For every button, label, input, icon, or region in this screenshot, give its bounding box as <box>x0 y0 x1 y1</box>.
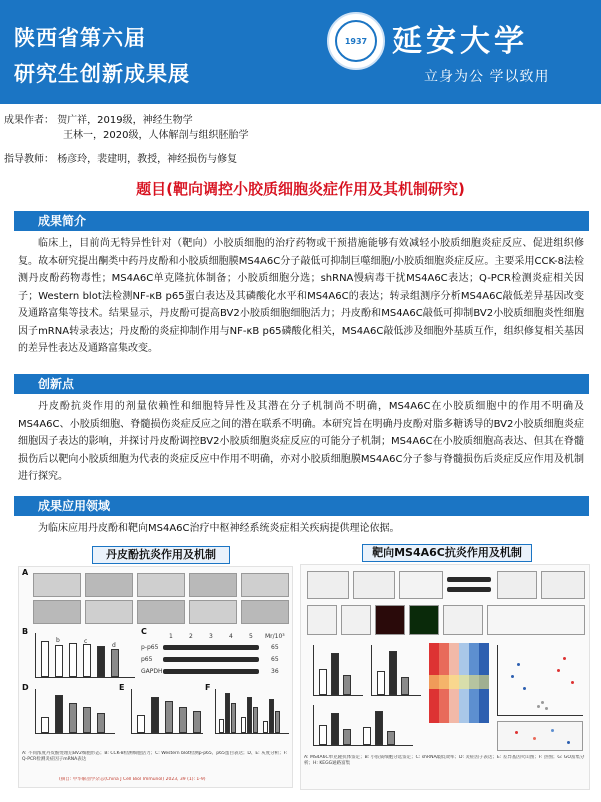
bar <box>241 717 246 733</box>
y-axis <box>215 689 216 733</box>
chart-panel <box>353 571 395 599</box>
y-axis <box>313 705 314 745</box>
bar <box>269 699 274 733</box>
bar <box>275 711 280 733</box>
lane-number: 4 <box>229 633 233 640</box>
innovation-heading: 创新点 <box>14 374 589 394</box>
y-axis <box>371 645 372 695</box>
lane-number: 2 <box>189 633 193 640</box>
x-axis <box>215 733 289 734</box>
x-axis <box>497 715 583 716</box>
y-axis <box>131 689 132 733</box>
bar <box>83 707 91 733</box>
advisor-label: 指导教师： <box>4 154 54 165</box>
micrograph <box>33 600 81 624</box>
data-point <box>517 663 520 666</box>
micrograph <box>85 600 133 624</box>
panel-letter-a: A <box>22 568 29 577</box>
blot-mw: 65 <box>271 656 279 663</box>
blot-band <box>163 669 259 674</box>
page-title: 题目(靶向调控小胶质细胞炎症作用及其机制研究) <box>136 180 465 198</box>
bar <box>219 719 224 733</box>
application-text: 为临床应用丹皮酚和靶向MS4A6C治疗中枢神经系统炎症相关疾病提供理论依据。 <box>38 523 400 534</box>
chart-panel <box>307 571 349 599</box>
bar <box>225 693 230 733</box>
heatmap-band <box>429 675 489 689</box>
bar <box>97 646 105 677</box>
blot-label: GAPDH <box>141 668 163 675</box>
bar <box>69 703 77 733</box>
data-point <box>551 729 554 732</box>
university-motto: 立身为公 学以致用 <box>424 69 550 85</box>
y-axis <box>35 689 36 733</box>
data-point <box>567 741 570 744</box>
bar <box>193 711 201 733</box>
bar <box>387 731 395 745</box>
bar <box>363 727 371 745</box>
x-axis <box>35 677 135 678</box>
micrograph <box>189 600 237 624</box>
y-axis <box>313 645 314 695</box>
left-figure-caption: A: 不同浓度丹皮酚处理后BV2细胞形态；B: CCK-8检测细胞活力；C: Western blot检测p-p65、p65蛋白表达；D、E: 灰度分析；F: Q-PCR检测炎症因子mRNA表达 <box>22 751 288 762</box>
bar <box>253 707 258 733</box>
data-point <box>545 707 548 710</box>
data-point <box>511 675 514 678</box>
bar <box>69 643 77 677</box>
bar <box>343 675 351 695</box>
chart-panel <box>487 605 585 635</box>
exhibition-title-line1: 陕西省第六届 <box>14 26 146 50</box>
bar <box>97 713 105 733</box>
blot-mw: 65 <box>271 644 279 651</box>
sig-letter: c <box>84 638 88 645</box>
micrograph <box>137 600 185 624</box>
author-1: 贺广祥，2019级，神经生物学 <box>57 115 193 126</box>
fluorescence-image <box>375 605 405 635</box>
data-point <box>537 705 540 708</box>
blot-band <box>163 645 259 650</box>
header-banner <box>0 0 601 104</box>
exhibition-title <box>14 20 190 92</box>
lane-number: 3 <box>209 633 213 640</box>
bar <box>375 711 383 745</box>
data-point <box>523 687 526 690</box>
bar <box>377 671 385 695</box>
sig-letter: b <box>56 637 60 644</box>
blot-band <box>447 587 491 592</box>
x-axis <box>313 695 363 696</box>
right-figure-caption: A: MS4A6C单克隆抗体鉴定；B: 小胶质细胞分选鉴定；C: shRNA敲低效率；D: 炎症因子表达；E: 差异基因火山图；F: 热图；G: GO富集分析；H: KEGG通路富集 <box>304 755 585 766</box>
application-heading: 成果应用领域 <box>14 496 589 516</box>
bar <box>331 713 339 745</box>
lane-number: 1 <box>169 633 173 640</box>
chart-panel <box>443 605 483 635</box>
authors-label: 成果作者： <box>4 115 54 126</box>
bar <box>55 695 63 733</box>
data-point <box>563 657 566 660</box>
bar <box>331 653 339 695</box>
x-axis <box>371 695 421 696</box>
panel-letter-c: C <box>141 627 147 636</box>
data-point <box>533 737 536 740</box>
micrograph <box>85 573 133 597</box>
left-figure-source: (摘自: 中华解剖学杂志(China J Cell Biol Immunol) 2023, 39 (1): 1-9) <box>59 777 206 782</box>
bar <box>111 649 119 677</box>
x-axis <box>313 745 413 746</box>
bar <box>319 669 327 695</box>
blot-label: p65 <box>141 656 153 663</box>
bar <box>41 641 49 677</box>
panel-letter-b: B <box>22 627 29 636</box>
left-figure-tab: 丹皮酚抗炎作用及机制 <box>92 546 230 564</box>
blot-mw: 36 <box>271 668 279 675</box>
author-line-2 <box>63 126 248 141</box>
y-axis <box>497 645 498 715</box>
innovation-text: 丹皮酚抗炎作用的剂量依赖性和细胞特异性及其潜在分子机制尚不明确，MS4A6C在小胶质细胞中的作用不明确及MS4A6C、小胶质细胞、脊髓损伤炎症反应之间的潜在联系不明确。本研究旨在明确丹皮酚对脂多糖诱导的BV2小胶质细胞炎症细胞因子表达的影响，并探讨丹皮酚调控BV2小胶质细胞炎症反应的可能分子机制；MS4A6C在小胶质细胞高表达、但其在脊髓损伤后以靶向小胶质细胞为代表的炎症反应中作用不明确，亦对小胶质细胞膜MS4A6C分子参与脊髓损伤后炎症反应作用及机制进行探究。 <box>18 401 584 482</box>
data-point <box>541 701 544 704</box>
chart-panel <box>541 571 585 599</box>
data-point <box>557 669 560 672</box>
right-figure-tab: 靶向MS4A6C抗炎作用及机制 <box>362 544 532 562</box>
bar <box>231 703 236 733</box>
university-name: 延安大学 <box>392 24 528 59</box>
panel-letter-e: E <box>119 683 125 692</box>
data-point <box>515 731 518 734</box>
bar <box>263 721 268 733</box>
chart-panel <box>399 571 443 599</box>
micrograph <box>33 573 81 597</box>
enrichment-plot <box>497 721 583 751</box>
bar <box>137 715 145 733</box>
bar <box>247 697 252 733</box>
micrograph <box>189 573 237 597</box>
bar <box>343 729 351 745</box>
x-axis <box>35 733 115 734</box>
bar <box>319 725 327 745</box>
left-figure <box>18 566 293 788</box>
data-point <box>571 681 574 684</box>
micrograph <box>241 600 289 624</box>
bar <box>41 717 49 733</box>
panel-letter-f: F <box>205 683 211 692</box>
bar <box>151 697 159 733</box>
bar <box>179 707 187 733</box>
fluorescence-image <box>409 605 439 635</box>
logo-seal-icon <box>335 20 377 62</box>
exhibition-title-line2: 研究生创新成果展 <box>14 62 190 86</box>
advisors: 杨彦玲，裴建明，教授，神经损伤与修复 <box>57 154 238 165</box>
right-figure <box>300 564 590 790</box>
bar <box>83 644 91 677</box>
flow-plot <box>307 605 337 635</box>
bar <box>389 651 397 695</box>
micrograph <box>137 573 185 597</box>
bar <box>165 701 173 733</box>
sig-letter: d <box>112 642 116 649</box>
author-line-1 <box>4 111 193 126</box>
university-logo <box>327 12 385 70</box>
summary-heading: 成果简介 <box>14 211 589 231</box>
x-axis <box>131 733 203 734</box>
bar <box>401 677 409 695</box>
panel-letter-d: D <box>22 683 29 692</box>
micrograph <box>241 573 289 597</box>
blot-band <box>163 657 259 662</box>
logo-year: 1937 <box>344 36 368 46</box>
summary-text: 临床上，目前尚无特异性针对（靶向）小胶质细胞的治疗药物或干预措施能够有效减轻小胶质细胞炎症反应、促进组织修复。故本研究提出酮类中药丹皮酚和小胶质细胞膜MS4A6C分子敲低可抑制巨噬细胞/小胶质细胞炎症反应。主要采用CCK-8法检测丹皮酚药物毒性；MS4A6C单克隆抗体制备；小胶质细胞分选；shRNA慢病毒干扰MS4A6C表达；Q-PCR检测炎症相关因子；Western blot法检测NF-κB p65蛋白表达及其磷酸化水平和MS4A6C的表达；转录组测序分析MS4A6C敲低差异基因改变及通路富集等技术。结果显示，丹皮酚可提高BV2小胶质细胞细胞活力；丹皮酚和MS4A6C敲低可抑制BV2小胶质细胞炎性细胞因子mRNA转录表达；丹皮酚的炎症抑制作用与NF-κB p65磷酸化相关，MS4A6C敲低涉及细胞外基质互作，组织修复相关基因的差异性表达及通路富集改变。 <box>18 238 584 354</box>
blot-unit: Mr/10³ <box>265 633 285 640</box>
author-2: 王林一，2020级，人体解剖与组织胚胎学 <box>63 130 249 141</box>
flow-plot <box>341 605 371 635</box>
advisor-line <box>4 150 237 165</box>
blot-band <box>447 577 491 582</box>
y-axis <box>35 633 36 677</box>
blot-label: p-p65 <box>141 644 159 651</box>
chart-panel <box>497 571 537 599</box>
bar <box>55 645 63 677</box>
lane-number: 5 <box>249 633 253 640</box>
